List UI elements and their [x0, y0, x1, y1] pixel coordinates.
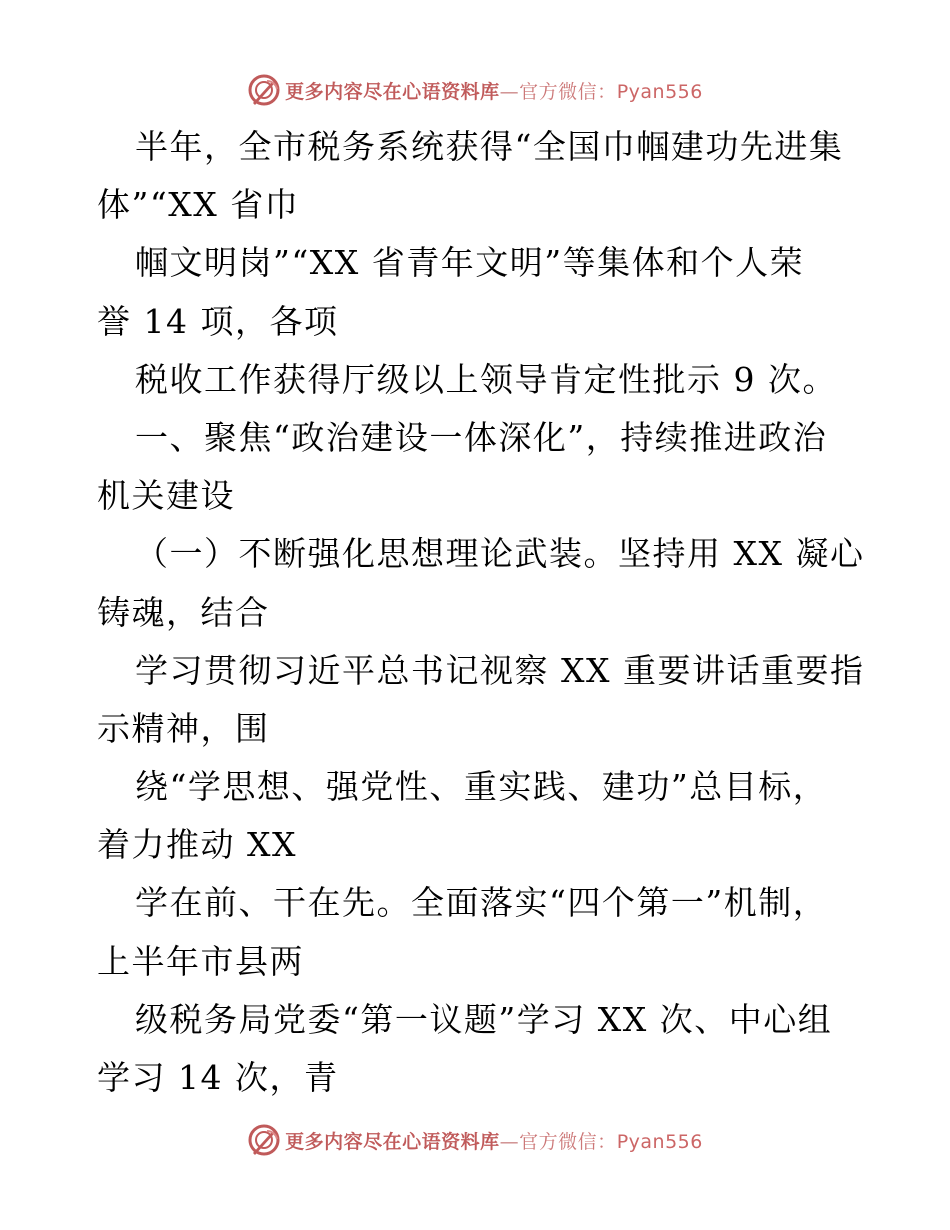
section-heading-line: 一、聚焦“政治建设一体深化”，持续推进政治	[135, 417, 828, 457]
document-body	[97, 118, 865, 1107]
text-line: 绕“学思想、强党性、重实践、建功”总目标，	[135, 767, 828, 807]
text-line: 级税务局党委“第一议题”学习 XX 次、中心组	[135, 999, 833, 1039]
watermark-header	[0, 70, 950, 110]
watermark-main: 更多内容尽在心语资料库	[285, 80, 500, 103]
text-line: 示精神，围	[97, 708, 270, 748]
pen-logo-icon	[247, 73, 281, 107]
watermark-separator: —	[499, 80, 520, 103]
text-line: 上半年市县两	[97, 941, 304, 981]
pen-logo-icon	[247, 1123, 281, 1157]
text-line: 学习贯彻习近平总书记视察 XX 重要讲话重要指	[135, 650, 865, 690]
watermark-id: Pyan556	[616, 80, 703, 103]
watermark-label: 官方微信：	[519, 80, 617, 103]
watermark-separator: —	[499, 1130, 520, 1153]
text-line: 铸魂，结合	[97, 592, 270, 632]
section-heading-line: 机关建设	[97, 476, 235, 516]
watermark-main: 更多内容尽在心语资料库	[285, 1130, 500, 1153]
watermark-id: Pyan556	[616, 1130, 703, 1153]
watermark-footer	[0, 1120, 950, 1160]
text-line: 体”“XX 省巾	[97, 185, 300, 225]
watermark-label: 官方微信：	[519, 1130, 617, 1153]
text-line: 税收工作获得厅级以上领导肯定性批示 9 次。	[135, 359, 837, 399]
text-line: 誉 14 项，各项	[97, 301, 339, 341]
text-line: 学在前、干在先。全面落实“四个第一”机制，	[135, 883, 828, 923]
watermark-text	[285, 1127, 703, 1154]
text-line: 学习 14 次，青	[97, 1058, 339, 1097]
watermark-text	[285, 77, 703, 104]
text-line: 着力推动 XX	[97, 825, 297, 865]
subsection-heading-line: （一）不断强化思想理论武装。坚持用 XX 凝心	[135, 534, 865, 574]
text-line: 半年，全市税务系统获得“全国巾帼建功先进集	[135, 127, 844, 166]
text-line: 帼文明岗”“XX 省青年文明”等集体和个人荣	[135, 243, 805, 283]
